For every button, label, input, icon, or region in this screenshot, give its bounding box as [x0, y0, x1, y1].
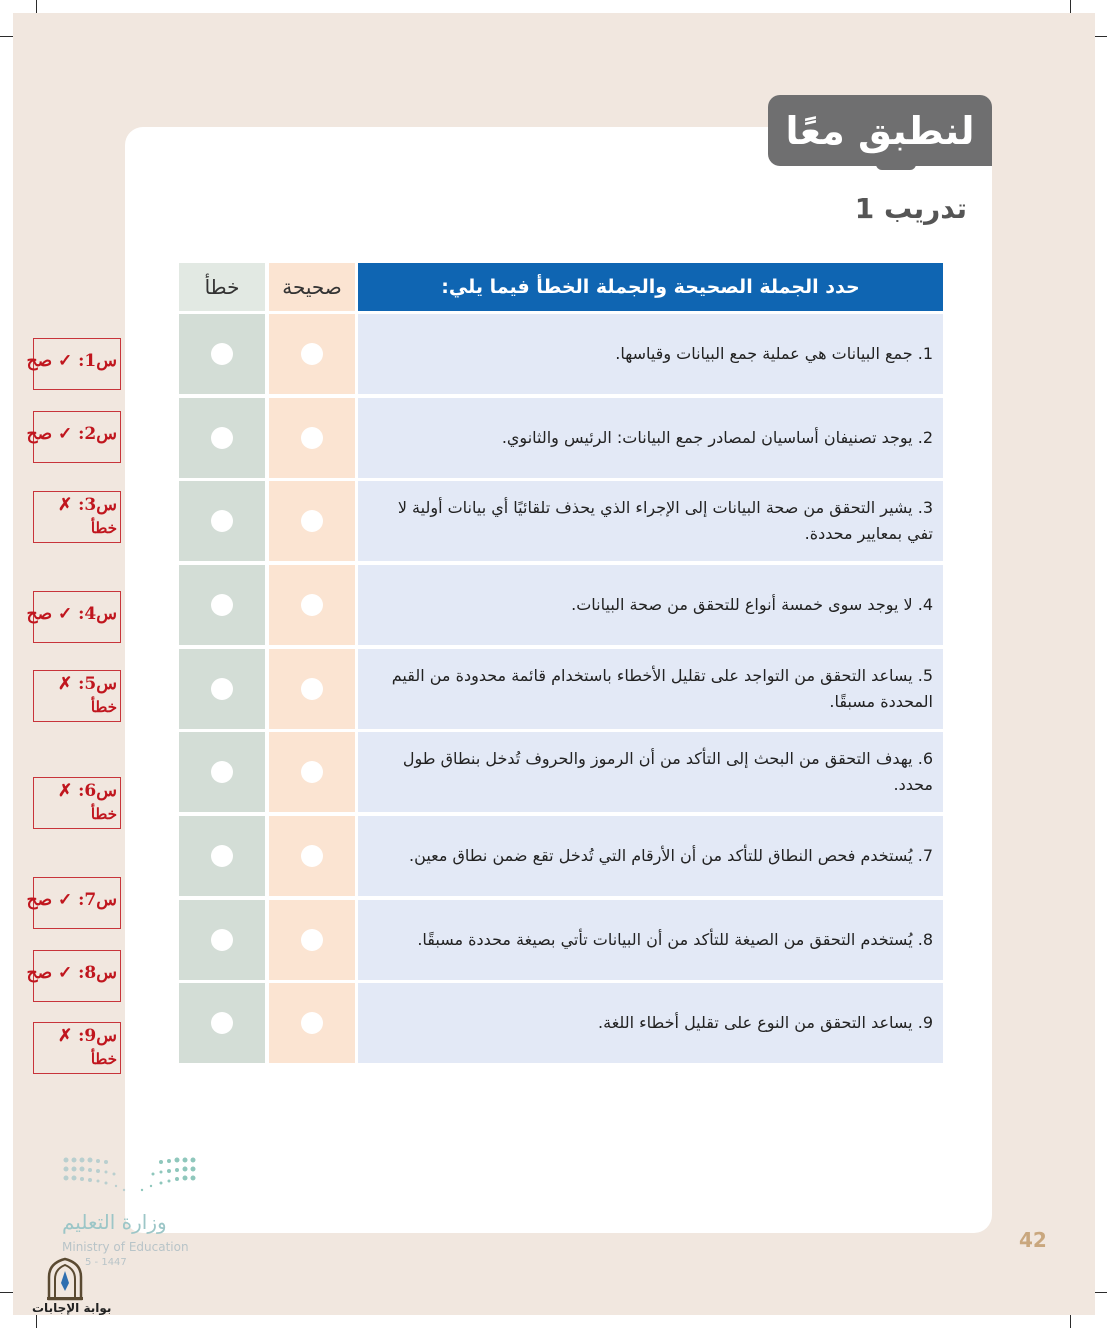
answer-text: س8: ✓ صح [26, 963, 117, 983]
false-radio[interactable] [211, 510, 233, 532]
false-radio[interactable] [211, 678, 233, 700]
answer-box [26, 950, 121, 1002]
true-radio[interactable] [301, 845, 323, 867]
statement-text: 2. يوجد تصنيفان أساسيان لمصادر جمع البيانات: الرئيس والثانوي. [358, 398, 943, 478]
exercise-title: تدريب 1 [854, 192, 967, 225]
false-radio[interactable] [211, 1012, 233, 1034]
false-column-header: خطأ [179, 263, 265, 311]
answer-text: س7: ✓ صح [26, 890, 117, 910]
false-radio[interactable] [211, 845, 233, 867]
false-radio[interactable] [211, 761, 233, 783]
statement-text: 7. يُستخدم فحص النطاق للتأكد من أن الأرقام التي تُدخل تقع ضمن نطاق معين. [358, 816, 943, 896]
section-banner: لنطبق معًا [768, 95, 992, 166]
true-cell [269, 565, 355, 645]
false-radio[interactable] [211, 594, 233, 616]
true-column-header: صحيحة [269, 263, 355, 311]
answer-text: س3: ✗ [57, 495, 117, 515]
gate-label: بوابة الإجابات [32, 1301, 112, 1315]
false-radio[interactable] [211, 929, 233, 951]
answer-box [26, 338, 121, 390]
table-row [179, 649, 943, 729]
statement-text: 9. يساعد التحقق من النوع على تقليل أخطاء اللغة. [358, 983, 943, 1063]
true-cell [269, 900, 355, 980]
answer-box [33, 1022, 121, 1074]
true-radio[interactable] [301, 678, 323, 700]
table-row [179, 481, 943, 561]
true-cell [269, 314, 355, 394]
table-row [179, 732, 943, 812]
false-radio[interactable] [211, 343, 233, 365]
answer-text: س2: ✓ صح [26, 424, 117, 444]
statement-text: 1. جمع البيانات هي عملية جمع البيانات وقياسها. [358, 314, 943, 394]
answer-verdict: خطأ [90, 1050, 117, 1068]
ministry-logo-dots [62, 1156, 197, 1198]
ministry-name-arabic: وزارة التعليم [62, 1210, 167, 1234]
banner-tab [876, 162, 916, 170]
true-radio[interactable] [301, 1012, 323, 1034]
false-cell [179, 983, 265, 1063]
statement-text: 4. لا يوجد سوى خمسة أنواع للتحقق من صحة البيانات. [358, 565, 943, 645]
answer-verdict: خطأ [90, 519, 117, 537]
statement-text: 5. يساعد التحقق من التواجد على تقليل الأخطاء باستخدام قائمة محدودة من القيم المحددة مسبقًا. [358, 649, 943, 729]
false-radio[interactable] [211, 427, 233, 449]
true-radio[interactable] [301, 929, 323, 951]
answer-verdict: خطأ [90, 805, 117, 823]
true-radio[interactable] [301, 510, 323, 532]
false-cell [179, 314, 265, 394]
ministry-name-english: Ministry of Education [62, 1240, 189, 1254]
true-cell [269, 732, 355, 812]
statement-text: 6. يهدف التحقق من البحث إلى التأكد من أن الرموز والحروف تُدخل بنطاق طول محدد. [358, 732, 943, 812]
question-header: حدد الجملة الصحيحة والجملة الخطأ فيما يلي: [358, 263, 943, 311]
table-row [179, 565, 943, 645]
false-cell [179, 900, 265, 980]
answer-text: س1: ✓ صح [26, 351, 117, 371]
true-cell [269, 398, 355, 478]
answer-text: س5: ✗ [57, 674, 117, 694]
statement-text: 3. يشير التحقق من صحة البيانات إلى الإجراء الذي يحذف تلقائيًا أي بيانات أولية لا تفي بمعايير محددة. [358, 481, 943, 561]
true-radio[interactable] [301, 343, 323, 365]
true-cell [269, 481, 355, 561]
false-cell [179, 649, 265, 729]
false-cell [179, 732, 265, 812]
answer-text: س9: ✗ [57, 1026, 117, 1046]
true-radio[interactable] [301, 594, 323, 616]
edition-year: 5 - 1447 [85, 1257, 127, 1268]
table-row [179, 398, 943, 478]
table-row [179, 314, 943, 394]
table-row [179, 983, 943, 1063]
answer-box [33, 777, 121, 829]
false-cell [179, 816, 265, 896]
table-row [179, 816, 943, 896]
page-number: 42 [1019, 1228, 1047, 1252]
true-radio[interactable] [301, 427, 323, 449]
true-cell [269, 983, 355, 1063]
false-cell [179, 565, 265, 645]
true-cell [269, 649, 355, 729]
true-radio[interactable] [301, 761, 323, 783]
answer-text: س4: ✓ صح [26, 604, 117, 624]
false-cell [179, 481, 265, 561]
table-row [179, 900, 943, 980]
answer-box [33, 670, 121, 722]
answer-box [33, 491, 121, 543]
false-cell [179, 398, 265, 478]
answer-box [26, 877, 121, 929]
answer-verdict: خطأ [90, 698, 117, 716]
answer-text: س6: ✗ [57, 781, 117, 801]
answer-box [26, 591, 121, 643]
answer-box [26, 411, 121, 463]
true-cell [269, 816, 355, 896]
statement-text: 8. يُستخدم التحقق من الصيغة للتأكد من أن البيانات تأتي بصيغة محددة مسبقًا. [358, 900, 943, 980]
gate-logo-icon [44, 1257, 86, 1301]
